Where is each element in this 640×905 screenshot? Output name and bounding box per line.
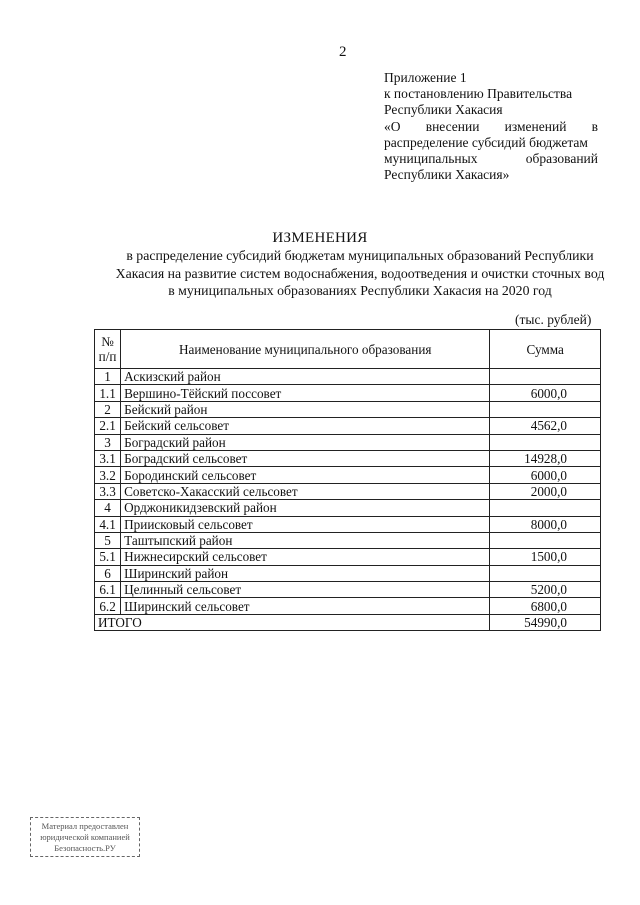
row-num: 6.2 <box>95 598 121 614</box>
header-sum: Сумма <box>490 330 601 369</box>
row-sum: 6800,0 <box>490 598 601 614</box>
header-name: Наименование муниципального образования <box>121 330 490 369</box>
row-name: Таштыпский район <box>121 532 490 548</box>
row-sum <box>490 565 601 581</box>
appendix-block <box>384 70 598 183</box>
table-row <box>95 565 601 581</box>
row-name: Аскизский район <box>121 369 490 385</box>
appendix-line: Республики Хакасия» <box>384 167 510 183</box>
table-header-row <box>95 330 601 369</box>
row-num: 5 <box>95 532 121 548</box>
stamp-line: юридической компанией <box>40 832 130 842</box>
row-num: 4 <box>95 500 121 516</box>
row-name: Бейский сельсовет <box>121 418 490 434</box>
subtitle-line: Хакасия на развитие систем водоснабжения, водоотведения и очистки сточных вод <box>115 265 605 281</box>
row-sum: 2000,0 <box>490 483 601 499</box>
row-sum: 14928,0 <box>490 450 601 466</box>
table-total-row <box>95 614 601 630</box>
row-sum: 6000,0 <box>490 467 601 483</box>
row-name: Ширинский район <box>121 565 490 581</box>
row-name: Приисковый сельсовет <box>121 516 490 532</box>
table-row <box>95 401 601 417</box>
table-row <box>95 483 601 499</box>
row-sum: 6000,0 <box>490 385 601 401</box>
appendix-line: муниципальных образований <box>384 151 598 167</box>
row-name: Орджоникидзевский район <box>121 500 490 516</box>
page-number: 2 <box>339 44 347 60</box>
row-sum <box>490 401 601 417</box>
table-row <box>95 385 601 401</box>
appendix-line: к постановлению Правительства <box>384 86 573 102</box>
appendix-line: «О внесении изменений в <box>384 118 598 134</box>
table-row <box>95 549 601 565</box>
table-row <box>95 516 601 532</box>
row-sum <box>490 369 601 385</box>
header-num: № п/п <box>95 330 121 369</box>
row-num: 3.3 <box>95 483 121 499</box>
appendix-line: Приложение 1 <box>384 70 467 85</box>
row-name: Целинный сельсовет <box>121 582 490 598</box>
row-num: 1.1 <box>95 385 121 401</box>
document-subtitle <box>60 247 640 300</box>
row-name: Боградский сельсовет <box>121 450 490 466</box>
row-name: Нижнесирский сельсовет <box>121 549 490 565</box>
row-name: Советско-Хакасский сельсовет <box>121 483 490 499</box>
row-sum <box>490 532 601 548</box>
stamp-line: Материал предоставлен <box>41 821 129 831</box>
total-sum: 54990,0 <box>490 614 601 630</box>
row-sum <box>490 434 601 450</box>
table-row <box>95 500 601 516</box>
watermark-stamp <box>30 817 140 857</box>
row-num: 4.1 <box>95 516 121 532</box>
row-num: 1 <box>95 369 121 385</box>
row-sum: 5200,0 <box>490 582 601 598</box>
table-row <box>95 582 601 598</box>
appendix-line: Республики Хакасия <box>384 102 503 118</box>
table-row <box>95 369 601 385</box>
row-sum <box>490 500 601 516</box>
appendix-line: распределение субсидий бюджетам <box>384 134 588 150</box>
table-row <box>95 450 601 466</box>
row-name: Бородинский сельсовет <box>121 467 490 483</box>
document-title: ИЗМЕНЕНИЯ <box>272 230 368 246</box>
row-sum: 1500,0 <box>490 549 601 565</box>
row-num: 5.1 <box>95 549 121 565</box>
row-name: Боградский район <box>121 434 490 450</box>
table-row <box>95 598 601 614</box>
units-label: (тыс. рублей) <box>515 312 592 327</box>
row-num: 3.1 <box>95 450 121 466</box>
subsidy-table <box>94 329 601 631</box>
total-label: ИТОГО <box>95 614 490 630</box>
row-sum: 8000,0 <box>490 516 601 532</box>
row-num: 3 <box>95 434 121 450</box>
table-row <box>95 434 601 450</box>
subtitle-line: в распределение субсидий бюджетам муниципальных образований Республики <box>126 248 594 263</box>
stamp-line: Безопасность.РУ <box>54 843 116 853</box>
row-num: 3.2 <box>95 467 121 483</box>
subtitle-line: в муниципальных образованиях Республики Хакасия на 2020 год <box>168 283 552 299</box>
row-num: 2 <box>95 401 121 417</box>
row-name: Ширинский сельсовет <box>121 598 490 614</box>
row-name: Бейский район <box>121 401 490 417</box>
row-num: 6 <box>95 565 121 581</box>
row-sum: 4562,0 <box>490 418 601 434</box>
table-row <box>95 532 601 548</box>
table-row <box>95 418 601 434</box>
row-num: 6.1 <box>95 582 121 598</box>
table-row <box>95 467 601 483</box>
row-num: 2.1 <box>95 418 121 434</box>
row-name: Вершино-Тёйский поссовет <box>121 385 490 401</box>
